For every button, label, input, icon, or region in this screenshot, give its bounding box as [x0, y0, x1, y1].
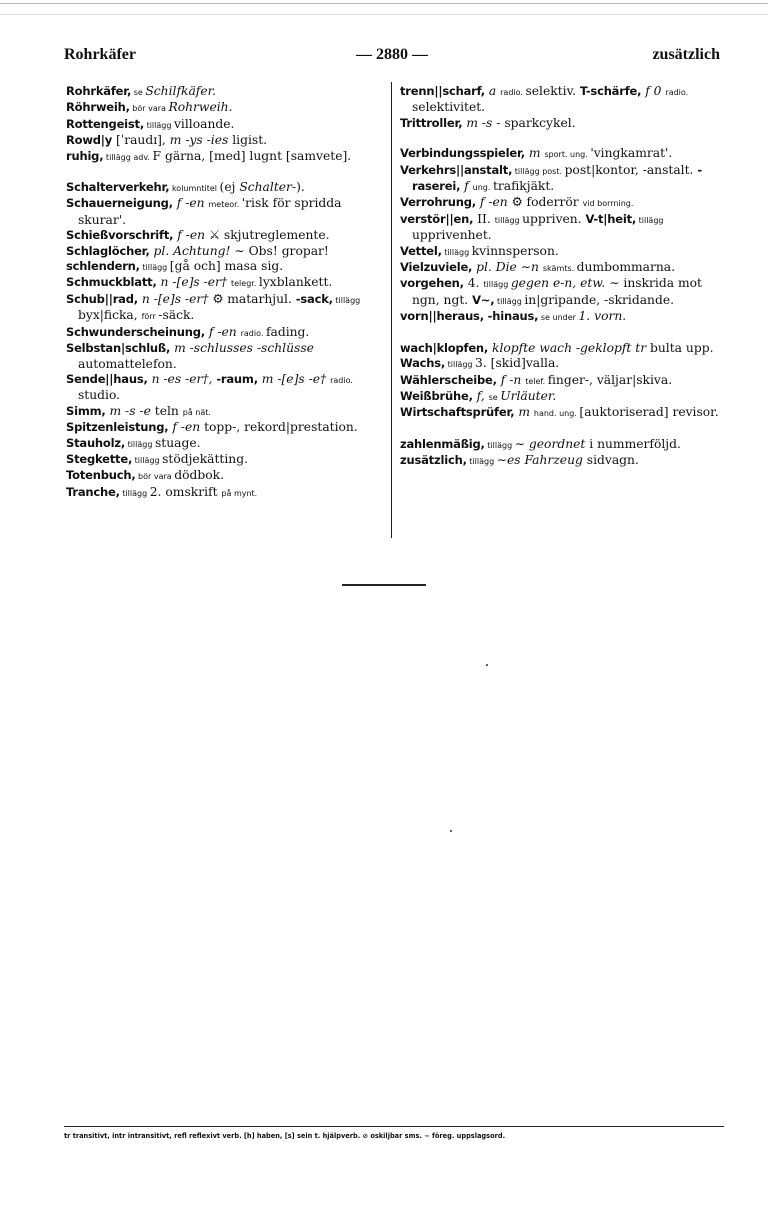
dictionary-entry [66, 180, 388, 196]
entry-text: ∼ geordnet [514, 436, 586, 451]
entry-text: tillägg [139, 263, 170, 273]
dictionary-entry [66, 436, 388, 452]
entry-text: klopfte wach -geklopft tr [488, 340, 650, 355]
entry-text: [auktoriserad] revisor. [579, 405, 719, 420]
entry-text: m -ys -ies [169, 133, 229, 148]
entry-text: bör vara [135, 472, 175, 482]
dictionary-entry [66, 292, 388, 325]
entry-headword: zusätzlich, [400, 453, 467, 468]
entry-text: tillägg [445, 360, 476, 370]
dictionary-entry [66, 149, 388, 165]
dictionary-entry [400, 405, 722, 421]
entry-text: i nummerföljd. [585, 436, 681, 451]
dictionary-entry [400, 212, 722, 244]
entry-text: tillägg [636, 215, 664, 225]
entry-text: tillägg [494, 215, 523, 225]
entry-text: stuage. [154, 435, 201, 450]
dictionary-entry [66, 84, 388, 100]
entry-text: Schalter- [239, 180, 297, 195]
entry-text: byx|ficka, [78, 308, 142, 323]
entry-text: sparkcykel. [500, 115, 576, 130]
running-header [64, 44, 720, 68]
entry-text: F gärna, [med] lugnt [samvete]. [152, 148, 352, 163]
entry-headword: Röhrweih, [66, 100, 130, 115]
dictionary-entry [400, 276, 722, 309]
entry-text: finger-, väljar|skiva. [547, 372, 673, 387]
entry-text: se [131, 88, 146, 97]
entry-headword: verstör||en, [400, 211, 474, 226]
dictionary-entry [400, 195, 722, 211]
entry-headword: Selbstan|schluß, [66, 341, 171, 356]
entry-text: T-schärfe, [579, 84, 642, 98]
entry-headword: Weißbrühe, [400, 388, 473, 403]
speck [450, 830, 452, 832]
scan-edge-line [0, 14, 768, 15]
entry-headword: Verbindungsspieler, [400, 146, 525, 161]
dictionary-entry [66, 468, 388, 484]
entry-text: m -s - [462, 115, 501, 130]
entry-text: Die ∼n [495, 260, 543, 275]
entry-text: vid borrning. [582, 199, 634, 209]
entry-gap [66, 165, 388, 180]
entry-text: [gå och] masa sig. [169, 259, 284, 274]
dictionary-entry [400, 163, 722, 196]
entry-headword: Sende||haus, [66, 371, 148, 386]
dictionary-entry [400, 84, 722, 116]
entry-text: sidvagn. [582, 453, 639, 468]
entry-text: tillägg [132, 455, 163, 465]
entry-text: ). [296, 180, 305, 195]
entry-headword: Schub||rad, [66, 291, 138, 306]
entry-text: tillägg post. [512, 166, 565, 176]
footer-rule [64, 1126, 724, 1127]
entry-text: Achtung! [173, 243, 231, 258]
entry-headword: Tranche, [66, 484, 120, 499]
entry-headword: Simm, [66, 403, 106, 418]
entry-text: f -en [475, 195, 512, 210]
header-right-word: zusätzlich [652, 46, 720, 63]
entry-text: skämts. [542, 264, 577, 274]
entry-headword: zahlenmäßig, [400, 436, 485, 451]
entry-text: n -[e]s -er† [156, 275, 231, 290]
entry-headword: Vielzuviele, [400, 260, 473, 275]
entry-text: radio. [240, 328, 266, 338]
dictionary-entry [66, 228, 388, 243]
entry-headword: Verrohrung, [400, 195, 476, 210]
entry-text: -raum, [216, 371, 258, 386]
dictionary-entry [66, 404, 388, 420]
dictionary-entry [400, 453, 722, 469]
entry-text: f -en [172, 196, 209, 211]
entry-gap [400, 422, 722, 437]
dictionary-entry [66, 325, 388, 341]
entry-text: Rohrweih. [168, 100, 233, 115]
entry-text: m [524, 146, 545, 161]
entry-text: m [514, 405, 534, 420]
entry-text: ⚔ skjutreglemente. [208, 228, 330, 243]
dictionary-entry [400, 437, 722, 453]
entry-headword: Wirtschaftsprüfer, [400, 405, 515, 420]
entry-text: ∼ Obs! gropar! [230, 243, 329, 258]
dictionary-entry [66, 485, 388, 501]
entry-text: lyxblankett. [258, 275, 333, 290]
entry-text: V-t|heit, [585, 211, 637, 226]
entry-text: på nät. [182, 407, 211, 417]
entry-text: studio. [78, 388, 121, 403]
entry-text: pl. [149, 243, 174, 258]
entry-text: f [460, 179, 473, 194]
entry-text: fading. [265, 324, 310, 339]
entry-text: ∼es Fahrzeug [496, 453, 583, 468]
entry-text: sport. ung. [544, 150, 591, 160]
entry-text: bör vara [129, 104, 169, 114]
entry-text: m -schlusses -schlüsse [170, 341, 314, 356]
entry-gap [400, 326, 722, 341]
entry-headword: Stauholz, [66, 435, 126, 450]
entry-text: tillägg [125, 439, 155, 449]
entry-headword: schlendern, [66, 259, 140, 274]
entry-text: m -s -e [105, 403, 155, 418]
entry-text: Schilfkäfer. [145, 84, 217, 98]
entry-text: ⚙ foderrör [511, 195, 583, 210]
entry-headword: Verkehrs||anstalt, [400, 162, 513, 177]
entry-text: stödjekätting. [162, 451, 248, 466]
column-divider [391, 82, 392, 538]
entry-text: f 0 [641, 84, 666, 98]
entry-text: trafikjäkt. [492, 179, 555, 194]
entry-text: dödbok. [174, 468, 225, 483]
entry-text: ∼ inskrida mot ngn, ngt. [412, 276, 702, 307]
entry-text: a [484, 84, 501, 98]
entry-text: ung. [472, 183, 493, 193]
entry-text: tillägg [332, 295, 361, 305]
entry-text: m -[e]s -e† [257, 371, 331, 386]
dictionary-entry [66, 275, 388, 291]
dictionary-entry [400, 116, 722, 131]
entry-headword: Totenbuch, [66, 468, 136, 483]
entry-text: se [488, 392, 501, 402]
entry-text: 2. omskrift [149, 484, 222, 499]
dictionary-entry [400, 341, 722, 356]
entry-headword: vorn||heraus, -hinaus, [400, 309, 539, 324]
dictionary-entry [66, 133, 388, 148]
entry-text: -säck. [158, 308, 195, 323]
entry-headword: Wählerscheibe, [400, 372, 497, 387]
end-rule [342, 584, 426, 586]
entry-headword: Schlaglöcher, [66, 243, 150, 258]
entry-headword: Stegkette, [66, 451, 133, 466]
entry-text: kolumntitel [169, 184, 220, 194]
entry-text: f -en [204, 324, 241, 339]
dictionary-entry [400, 373, 722, 389]
entry-text: tillägg [119, 488, 150, 498]
entry-text: tillägg [494, 296, 525, 306]
entry-text: V∼, [472, 292, 495, 307]
entry-text: 1. vorn. [578, 309, 627, 324]
entry-headword: Rowd|y [66, 133, 113, 148]
entry-text: automattelefon. [78, 356, 177, 371]
dictionary-entry [66, 117, 388, 133]
entry-text: -sack, [295, 291, 333, 306]
entry-text: kvinnsperson. [471, 243, 559, 258]
page-number: — 2880 — [356, 46, 428, 63]
entry-headword: Rohrkäfer, [66, 84, 132, 98]
entry-headword: Schalterverkehr, [66, 180, 170, 195]
entry-text: tillägg adv. [103, 152, 153, 162]
entry-headword: Schmuckblatt, [66, 275, 157, 290]
dictionary-entry [66, 100, 388, 116]
right-column [400, 84, 722, 470]
dictionary-entry [66, 196, 388, 228]
entry-headword: Spitzenleistung, [66, 420, 169, 435]
entry-headword: trenn||scharf, [400, 84, 485, 98]
dictionary-entry [66, 244, 388, 259]
entry-text: upprivenhet. [412, 228, 492, 243]
dictionary-entry [400, 260, 722, 276]
entry-text: 'vingkamrat'. [590, 146, 673, 161]
entry-headword: Schießvorschrift, [66, 228, 174, 243]
entry-text: [ˈraudɪ], [112, 133, 170, 148]
entry-text: ligist. [228, 133, 268, 148]
entry-text: radio. [500, 88, 526, 97]
entry-text: f -en [173, 228, 209, 243]
entry-text: f -en [168, 420, 205, 435]
entry-gap [400, 131, 722, 146]
entry-text: tillägg [483, 280, 511, 290]
entry-text: n -[e]s -er† [137, 291, 213, 306]
entry-text: bulta upp. [650, 340, 714, 355]
entry-headword: Trittroller, [400, 115, 463, 130]
header-left-word: Rohrkäfer [64, 46, 136, 63]
dictionary-entry [400, 356, 722, 372]
dictionary-entry [400, 244, 722, 260]
entry-text: hand. ung. [533, 409, 580, 419]
entry-headword: Vettel, [400, 243, 442, 258]
entry-headword: Wachs, [400, 356, 446, 371]
entry-text: f -n [496, 372, 526, 387]
entry-text: (ej [219, 180, 240, 195]
entry-text: 4. [463, 276, 484, 291]
abbreviation-legend: tr transitivt, intr intransitivt, refl reflexivt verb. [h] haben, [s] sein t. hjälpverb. ⊘ oskiljbar sms. ∼ föreg. uppslagsord. [64, 1132, 506, 1140]
left-column [66, 84, 388, 501]
entry-text: Urläuter. [500, 388, 557, 403]
dictionary-entry [66, 259, 388, 275]
speck [486, 664, 488, 666]
entry-text: ⚙ matarhjul. [212, 291, 296, 306]
entry-text: se under [538, 313, 579, 323]
entry-text: tillägg [466, 457, 497, 467]
entry-text: telegr. [230, 279, 259, 289]
entry-headword: Schauerneigung, [66, 196, 173, 211]
entry-text: selektivitet. [412, 100, 486, 115]
entry-headword: Rottengeist, [66, 116, 145, 131]
entry-text: f, [472, 388, 489, 403]
entry-text: pl. [472, 260, 496, 275]
entry-headword: wach|klopfen, [400, 340, 489, 355]
entry-text: n -es -er†, [147, 371, 217, 386]
dictionary-entry [400, 389, 722, 405]
entry-text: dumbommarna. [576, 260, 676, 275]
entry-text: förr [141, 312, 159, 322]
entry-text: på mynt. [221, 488, 258, 498]
entry-text: tillägg [144, 120, 174, 130]
entry-text: in|gripande, -skridande. [524, 292, 675, 307]
entry-text: tillägg [484, 440, 515, 450]
scan-edge-line [0, 3, 768, 4]
entry-text: II. [473, 211, 495, 226]
dictionary-entry [66, 452, 388, 468]
entry-text: 'risk för spridda skurar'. [78, 196, 342, 227]
dictionary-entry [66, 420, 388, 435]
entry-text: villoande. [173, 116, 235, 131]
entry-text: topp-, rekord|prestation. [204, 420, 358, 435]
entry-text: tillägg [441, 247, 472, 257]
entry-text: radio. [665, 88, 689, 97]
entry-text: -raserei, [412, 162, 702, 194]
entry-headword: ruhig, [66, 148, 104, 163]
entry-text: teln [154, 403, 183, 418]
entry-headword: vorgehen, [400, 276, 464, 291]
entry-text: selektiv. [525, 84, 580, 98]
entry-text: uppriven. [522, 211, 586, 226]
dictionary-entry [400, 146, 722, 162]
entry-text: meteor. [208, 200, 242, 210]
entry-text: gegen e-n, etw. [510, 276, 606, 291]
dictionary-entry [66, 372, 388, 404]
entry-text: telef. [525, 376, 548, 386]
entry-text: 3. [skid]valla. [475, 356, 560, 371]
entry-text: post|kontor, -anstalt. [564, 162, 698, 177]
dictionary-entry [400, 309, 722, 325]
dictionary-entry [66, 341, 388, 372]
entry-text: radio. [330, 375, 353, 385]
entry-headword: Schwunderscheinung, [66, 324, 205, 339]
